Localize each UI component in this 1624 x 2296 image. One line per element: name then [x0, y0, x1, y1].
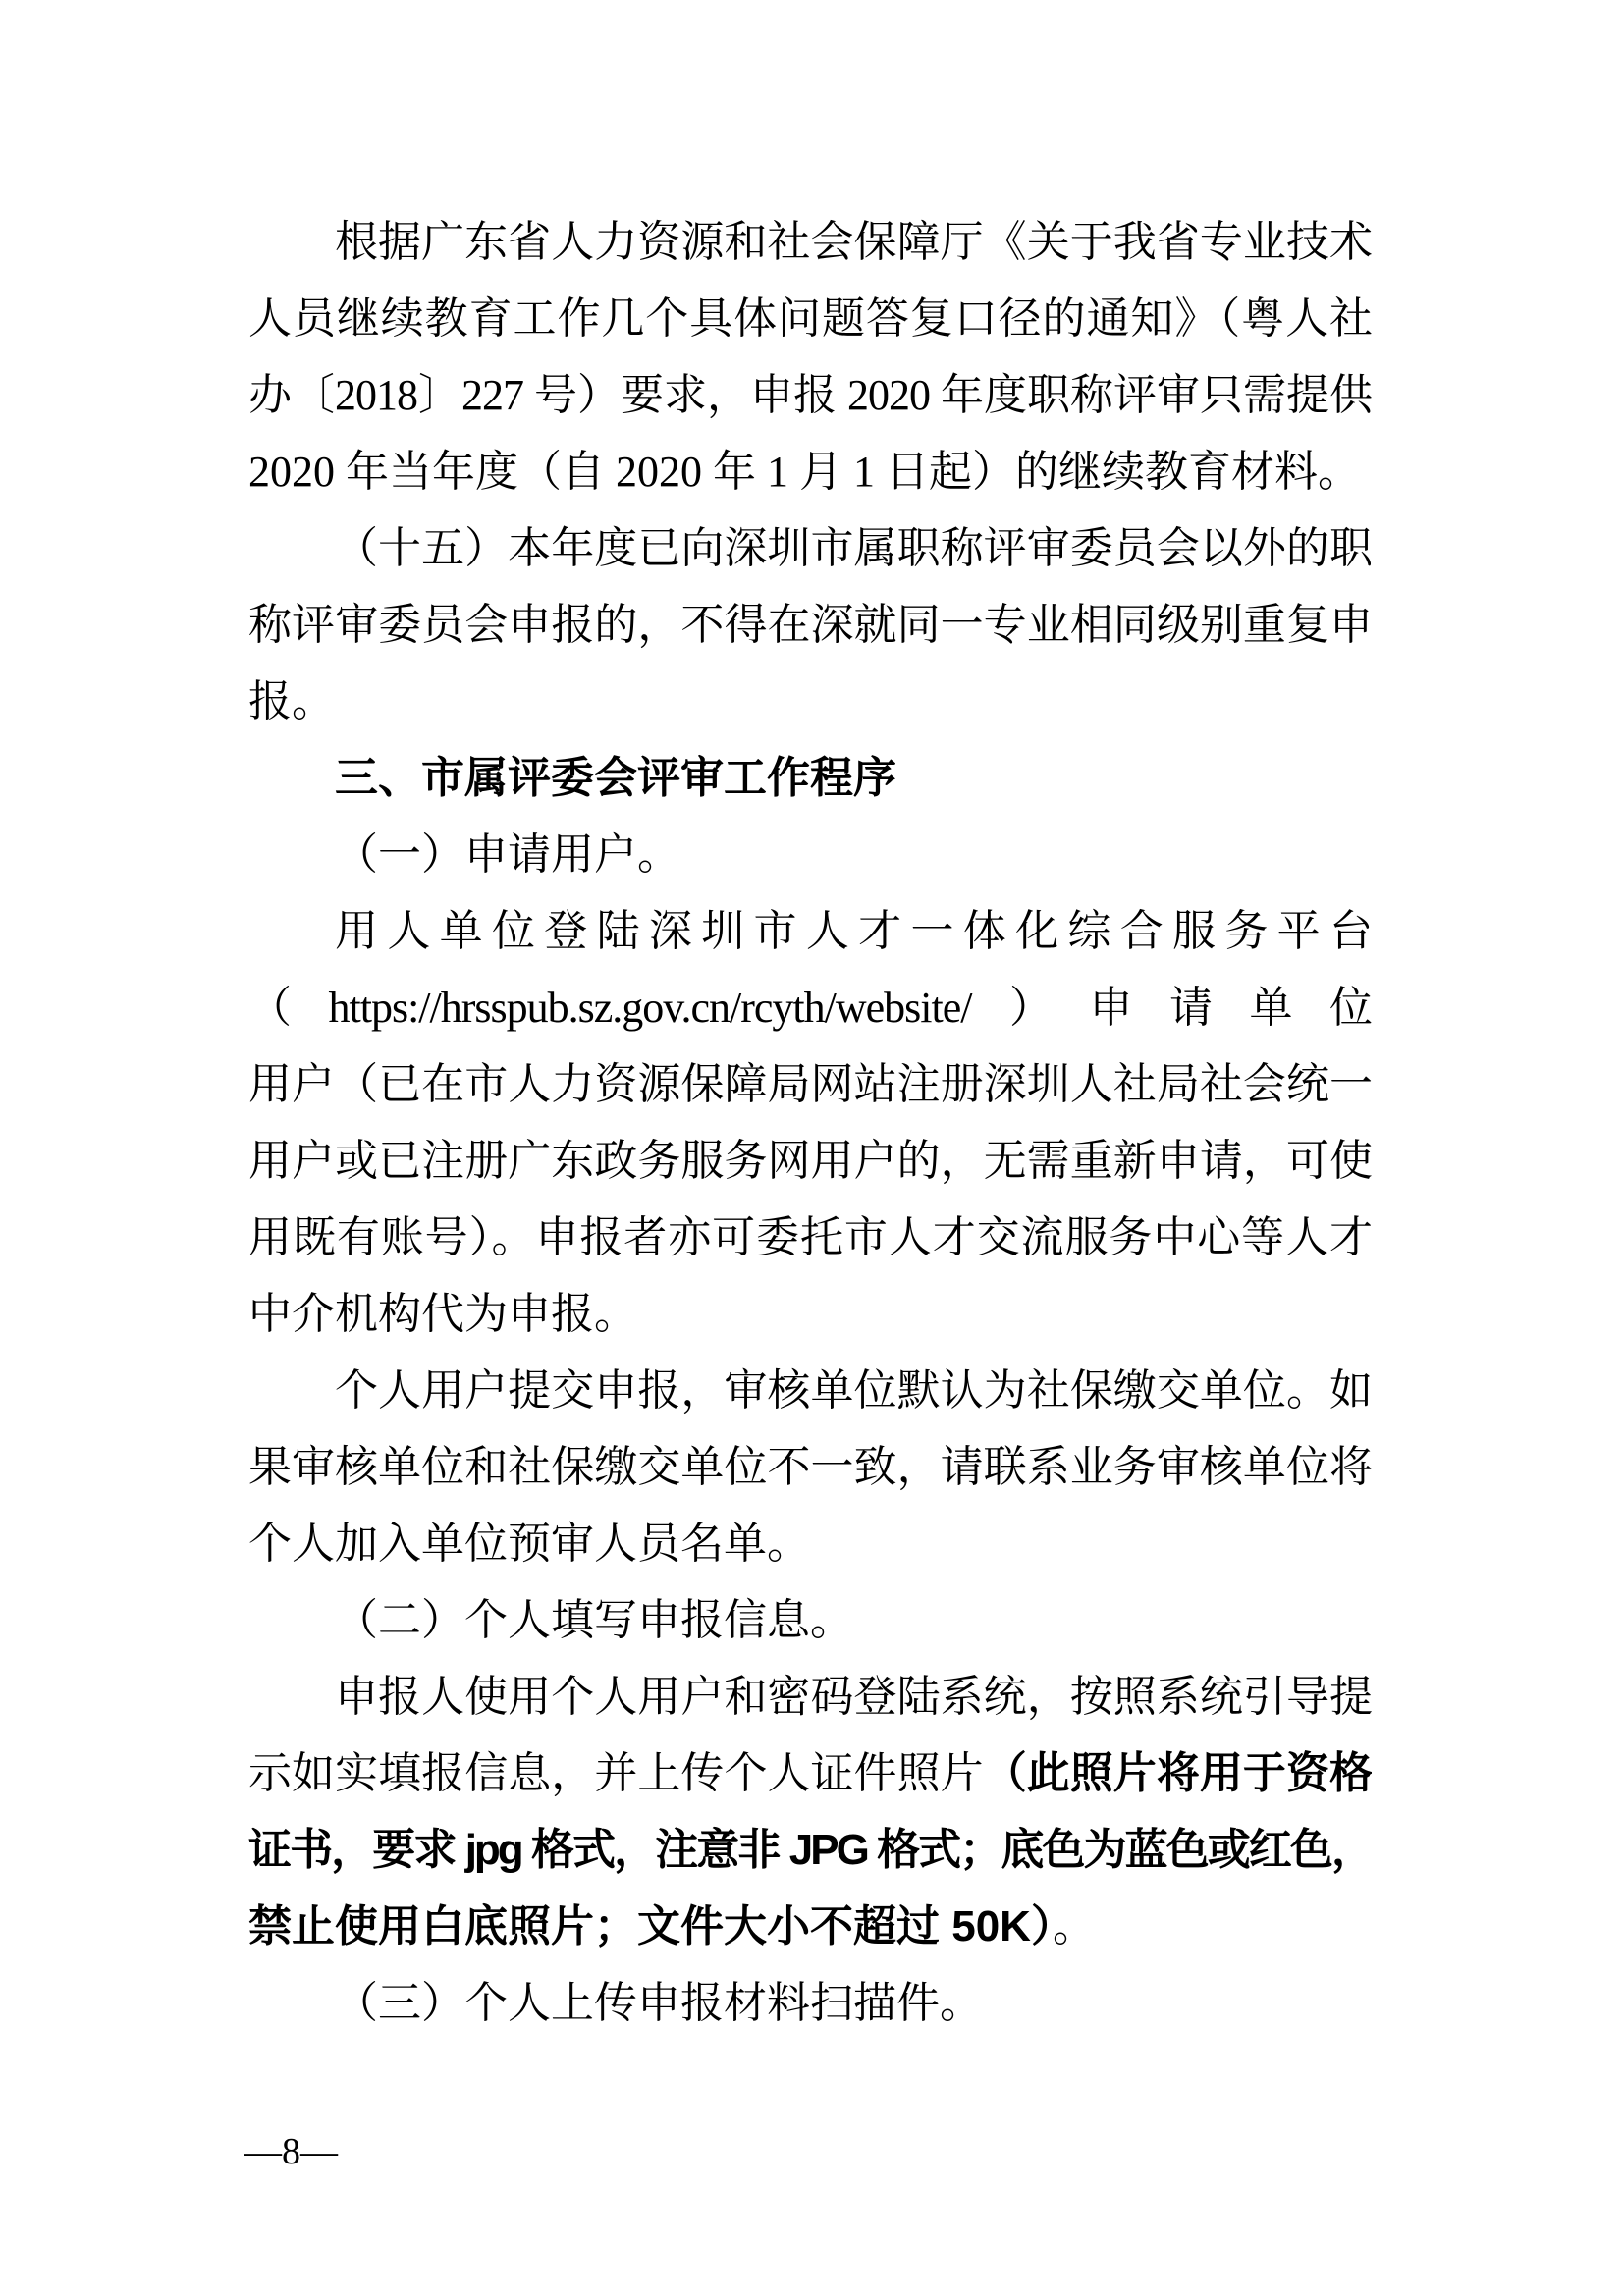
text-line: （十五）本年度已向深圳市属职称评审委员会以外的职 — [335, 524, 1372, 572]
text-segment: 。 — [1052, 1902, 1096, 1950]
bold-text-segment: （此照片将用于资格 — [983, 1749, 1372, 1797]
text-line: 用户（已在市人力资源保障局网站注册深圳人社局社会统一 — [248, 1060, 1372, 1108]
text-line: 人员继续教育工作几个具体问题答复口径的通知》（粤人社 — [248, 294, 1372, 343]
bold-text-line: 证书，要求 jpg 格式，注意非 JPG 格式；底色为蓝色或红色， — [248, 1826, 1372, 1874]
text-line: 根据广东省人力资源和社会保障厅《关于我省专业技术 — [335, 218, 1372, 266]
text-line: 果审核单位和社保缴交单位不一致，请联系业务审核单位将 — [248, 1443, 1372, 1491]
subsection-heading: （一）申请用户。 — [335, 830, 680, 879]
page-number: —8— — [244, 2131, 338, 2172]
text-line: 办〔2018〕227 号）要求，申报 2020 年度职称评审只需提供 — [248, 371, 1372, 419]
url-line: （https://hrsspub.sz.gov.cn/rcyth/website/）申请单位 — [248, 984, 1372, 1032]
text-line: 称评审委员会申报的，不得在深就同一专业相同级别重复申 — [248, 601, 1372, 649]
text-line: 用户或已注册广东政务服务网用户的，无需重新申请，可使 — [248, 1137, 1372, 1185]
text-line: 用人单位登陆深圳市人才一体化综合服务平台 — [335, 907, 1372, 955]
text-line: 用既有账号）。申报者亦可委托市人才交流服务中心等人才 — [248, 1213, 1372, 1261]
bold-text-segment: 禁止使用白底照片；文件大小不超过 50K） — [248, 1902, 1053, 1950]
text-line: 个人加入单位预审人员名单。 — [248, 1520, 810, 1568]
subsection-heading: （三）个人上传申报材料扫描件。 — [335, 1979, 983, 2027]
section-heading: 三、市属评委会评审工作程序 — [335, 754, 896, 802]
text-line: 报。 — [248, 677, 335, 725]
text-segment: 示如实填报信息，并上传个人证件照片 — [248, 1749, 984, 1797]
subsection-heading: （二）个人填写申报信息。 — [335, 1596, 853, 1644]
text-line — [248, 1889, 1372, 1965]
text-line: 申报人使用个人用户和密码登陆系统，按照系统引导提 — [335, 1673, 1372, 1721]
text-line: 2020 年当年度（自 2020 年 1 月 1 日起）的继续教育材料。 — [248, 448, 1361, 496]
text-line: 个人用户提交申报，审核单位默认为社保缴交单位。如 — [335, 1366, 1372, 1415]
text-line — [248, 1735, 1372, 1812]
document-body — [248, 204, 1372, 2042]
text-line: 中介机构代为申报。 — [248, 1290, 637, 1338]
